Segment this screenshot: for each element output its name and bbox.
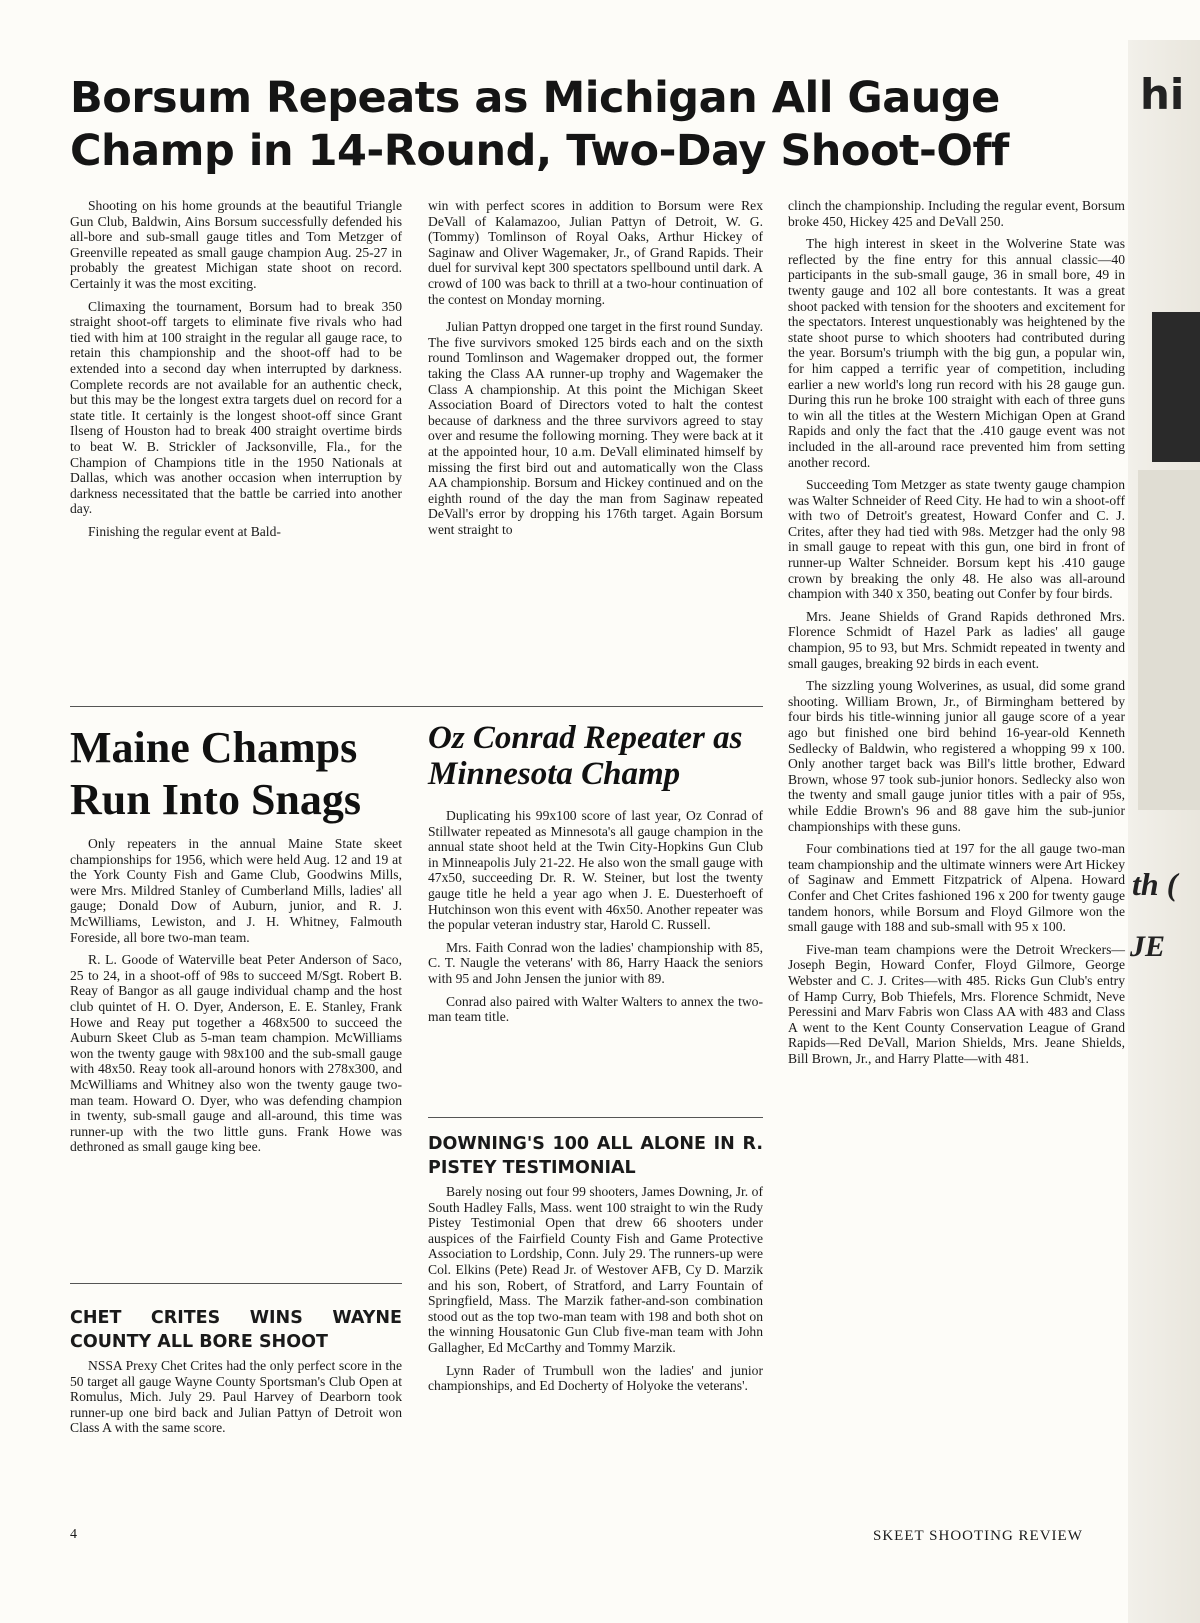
downing-article bbox=[428, 1132, 763, 1401]
oz-paragraph: Mrs. Faith Conrad won the ladies' championship with 85, C. T. Naugle the veterans' with 86, Harry Haack the seniors with 95 and John Jensen the junior with 89. bbox=[428, 939, 763, 986]
page-number: 4 bbox=[70, 1527, 77, 1542]
adjacent-page-edge bbox=[1128, 40, 1200, 1623]
borsum-column-2 bbox=[428, 198, 763, 544]
borsum-paragraph: Finishing the regular event at Bald- bbox=[88, 523, 281, 539]
crites-article bbox=[70, 1306, 402, 1443]
magazine-name: SKEET SHOOTING REVIEW bbox=[873, 1528, 1083, 1544]
crites-headline: CHET CRITES WINS WAYNE COUNTY ALL BORE SHOOT bbox=[70, 1308, 402, 1352]
maine-paragraph: R. L. Goode of Waterville beat Peter Anderson of Saco, 25 to 24, in a shoot-off of 98s to succeed M/Sgt. Robert B. Reay of Bangor as all gauge individual champ and the host club quintet of H. O. Dyer, Anderson, E. E. Stanley, Frank Howe and Reay put together a 468x500 to succeed the Auburn Skeet Club as 5-man team champion. McWilliams won the twenty gauge with 98x100 and the sub-small gauge with 48x50. Reay took all-around honors with 278x300, and McWilliams and Whitney also won the twenty gauge two-man team. Howard O. Dyer, who was defending champion in twenty, sub-small gauge and all-around, this time was runner-up with the two little guns. Frank Howe was dethroned as small gauge king bee. bbox=[70, 952, 402, 1155]
oz-paragraph: Duplicating his 99x100 score of last year, Oz Conrad of Stillwater repeated as Minnesota's all gauge champion in the annual state shoot held at the Twin City-Hopkins Gun Club in Minneapolis July 21-22. He also won the small gauge with 47x50, succeeding Dr. R. W. Steiner, but lost the twenty gauge title he held a year ago when J. E. Duesterhoeft of Hutchinson won this event with 46x50. Another repeater was the popular veteran industry star, Harold C. Russell. bbox=[428, 808, 763, 933]
borsum-paragraph: Julian Pattyn dropped one target in the first round Sunday. The five survivors smoked 125 birds each and on the sixth round Tomlinson and Wagemaker dropped out, the former taking the Class AA runner-up trophy and Wagemaker the Class A championship. At this point the Michigan Skeet Association Board of Directors voted to halt the contest because of darkness and the three survivors agreed to stay over and resume the following morning. They were back at it at the appointed hour, 10 a.m. DeVall eliminated himself by missing the first bird out and automatically won the Class AA championship. Borsum and Hickey continued and on the eighth round of the day the man from Saginaw repeated DeVall's error by dropping his 176th target. Again Borsum went straight to bbox=[428, 319, 763, 537]
borsum-paragraph: Succeeding Tom Metzger as state twenty gauge champion was Walter Schneider of Reed City. He had to win a shoot-off with two of Detroit's greatest, Howard Confer and C. J. Crites, after they had tied with 98s. Metzger had the only 98 in small gauge to repeat with this gun, one bird in front of runner-up Walter Schneider. Borsum kept his .410 gauge crown by breaking the only 48. He also was all-around champion with 340 x 350, beating out Confer by four birds. bbox=[788, 477, 1125, 602]
borsum-paragraph: Mrs. Jeane Shields of Grand Rapids dethroned Mrs. Florence Schmidt of Hazel Park as ladies' all gauge champion, 95 to 93, but Mrs. Schmidt repeated in twenty and small gauges, breaking 92 birds in each event. bbox=[788, 608, 1125, 671]
adjacent-page-headline-fragment: hi bbox=[1140, 70, 1185, 119]
section-divider bbox=[70, 706, 763, 707]
section-divider bbox=[70, 1283, 402, 1284]
oz-conrad-article bbox=[428, 808, 763, 1032]
maine-headline: Maine Champs Run Into Snags bbox=[70, 723, 362, 824]
crites-paragraph: NSSA Prexy Chet Crites had the only perfect score in the 50 target all gauge Wayne County Sportsman's Club Open at Romulus, Mich. July 29. Paul Harvey of Dearborn took runner-up one bird back and Julian Pattyn of Detroit won Class A with the same score. bbox=[70, 1358, 402, 1436]
section-divider bbox=[428, 1117, 763, 1118]
oz-conrad-headline: Oz Conrad Repeater as Minnesota Champ bbox=[428, 720, 743, 792]
borsum-paragraph: Shooting on his home grounds at the beautiful Triangle Gun Club, Baldwin, Ains Borsum successfully defended his all-bore and sub-small gauge titles and Tom Metzger of Greenville repeated as small gauge champion Aug. 25-27 in probably the greatest Michigan state shoot on record. Certainly it was the most exciting. bbox=[70, 198, 402, 291]
oz-paragraph: Conrad also paired with Walter Walters to annex the two-man team title. bbox=[428, 993, 763, 1025]
borsum-paragraph: Five-man team champions were the Detroit Wreckers—Joseph Begin, Howard Confer, Floyd Gilmore, George Webster and C. J. Crites—with 485. Ricks Gun Club's entry of Hamp Curry, Bob Thiefels, Mrs. Florence Schmidt, Neve Peressini and Marv Fabris won Class AA with 483 and Class A went to the Kent County Conservation League of Grand Rapids—Red DeVall, Marion Shields, Mrs. Jeane Shields, Bill Brown, Jr., and Harry Platte—with 481. bbox=[788, 941, 1125, 1066]
maine-article bbox=[70, 836, 402, 1162]
downing-paragraph: Lynn Rader of Trumbull won the ladies' and junior championships, and Ed Docherty of Holyoke the veterans'. bbox=[428, 1362, 763, 1394]
borsum-column-3 bbox=[788, 198, 1125, 1073]
borsum-column-1 bbox=[70, 198, 402, 546]
borsum-paragraph: The sizzling young Wolverines, as usual, did some grand shooting. William Brown, Jr., of Birmingham bettered by four birds his title-winning junior all gauge score of a year ago but finished one bird behind 16-year-old Kenneth Sedlecky of Baldwin, who registered a whopping 99 x 100. Only another target back was Bill's little brother, Edward Brown, whose 97 took sub-junior honors. Sedlecky also won the twenty and small gauge junior titles with a pair of 95s, while Eddie Brown's 96 and 88 gave him the sub-junior championships with these guns. bbox=[788, 678, 1125, 834]
main-headline: Borsum Repeats as Michigan All Gauge Champ in 14-Round, Two-Day Shoot-Off bbox=[70, 73, 1009, 176]
borsum-paragraph: Climaxing the tournament, Borsum had to break 350 straight shoot-off targets to eliminate five rivals who had tied with him at 100 straight in the regular all gauge race, to retain this championship and the shoot-off had to be extended into a second day when interrupted by darkness. Complete records are not available for an authentic check, but this may be the longest extra targets duel on record for a state title. It certainly is the longest shoot-off since Grant Ilseng of Houston had to break 400 straight overtime birds to beat W. B. Strickler of Jacksonville, Fla., for the Champion of Champions title in the 1950 Nationals at Dallas, which was another occasion when interruption by darkness necessitated that the battle be carried into another day. bbox=[70, 298, 402, 517]
downing-paragraph: Barely nosing out four 99 shooters, James Downing, Jr. of South Hadley Falls, Mass. went 100 straight to win the Rudy Pistey Testimonial Open that drew 66 shooters under auspices of the Fairfield County Fish and Game Protective Association to Lordship, Conn. July 29. The runners-up were Col. Elkins (Pete) Read Jr. of Westover AFB, Cy D. Marzik and his son, Robert, of Stratford, and Larry Fountain of Springfield, Mass. The Marzik father-and-son combination stood out as the top two-man team with 198 and both shot on the winning Housatonic Gun Club five-man team with John Gallagher, Ed McCarthy and Tommy Marzik. bbox=[428, 1184, 763, 1355]
borsum-paragraph: Four combinations tied at 197 for the all gauge two-man team championship and the ultimate winners were Art Hickey of Saginaw and Emmett Fitzpatrick of Alpena. Howard Confer and Chet Crites fashioned 196 x 200 for twenty gauge tandem honors, while Borsum and Floyd Gilmore won the small gauge with 188 and sub-small with 95 x 100. bbox=[788, 841, 1125, 935]
adjacent-page-photo bbox=[1138, 470, 1200, 810]
downing-headline: DOWNING'S 100 ALL ALONE IN R. PISTEY TESTIMONIAL bbox=[428, 1134, 763, 1178]
adjacent-page-initials-fragment: JE bbox=[1130, 930, 1166, 963]
adjacent-page-dark-block bbox=[1152, 312, 1200, 462]
adjacent-page-title-fragment: th ( bbox=[1132, 866, 1178, 902]
borsum-paragraph: win with perfect scores in addition to Borsum were Rex DeVall of Kalamazoo, Julian Pattyn of Detroit, W. G. (Tommy) Tomlinson of Royal Oaks, Arthur Hickey of Saginaw and Oliver Wagemaker, Jr., of Grand Rapids. Their duel for survival kept 300 spectators spellbound until dark. A crowd of 100 was back to thrill at a two-hour continuation of the contest on Monday morning. bbox=[428, 198, 763, 307]
maine-paragraph: Only repeaters in the annual Maine State skeet championships for 1956, which were held Aug. 12 and 19 at the York County Fish and Game Club, Goodwins Mills, were Mrs. Mildred Stanley of Cumberland Mills, ladies' all gauge; Donald Dow of Auburn, junior, and R. J. McWilliams, Lewiston, and J. H. Whitney, Falmouth Foreside, all bore two-man team. bbox=[70, 836, 402, 945]
borsum-paragraph: clinch the championship. Including the regular event, Borsum broke 450, Hickey 425 and DeVall 250. bbox=[788, 198, 1125, 229]
borsum-paragraph: The high interest in skeet in the Wolverine State was reflected by the fine entry for this annual classic—40 participants in the sub-small gauge, 36 in small bore, 49 in twenty gauge and 102 all bore contestants. It was a great shoot packed with tension for the shooters and excitement for the spectators. Interest unquestionably was heightened by the state shoot purse to which shooters had contributed during the year. Borsum's triumph with the big gun, a popular win, for him capped a terrific year of competition, including earlier a new world's long run record with his 28 gauge gun. During this run he broke 100 straight with each of three guns to win all the titles at the Western Michigan Open at Grand Rapids and only the fact that the .410 gauge event was not included in the all-around race prevented him from setting another record. bbox=[788, 236, 1125, 470]
